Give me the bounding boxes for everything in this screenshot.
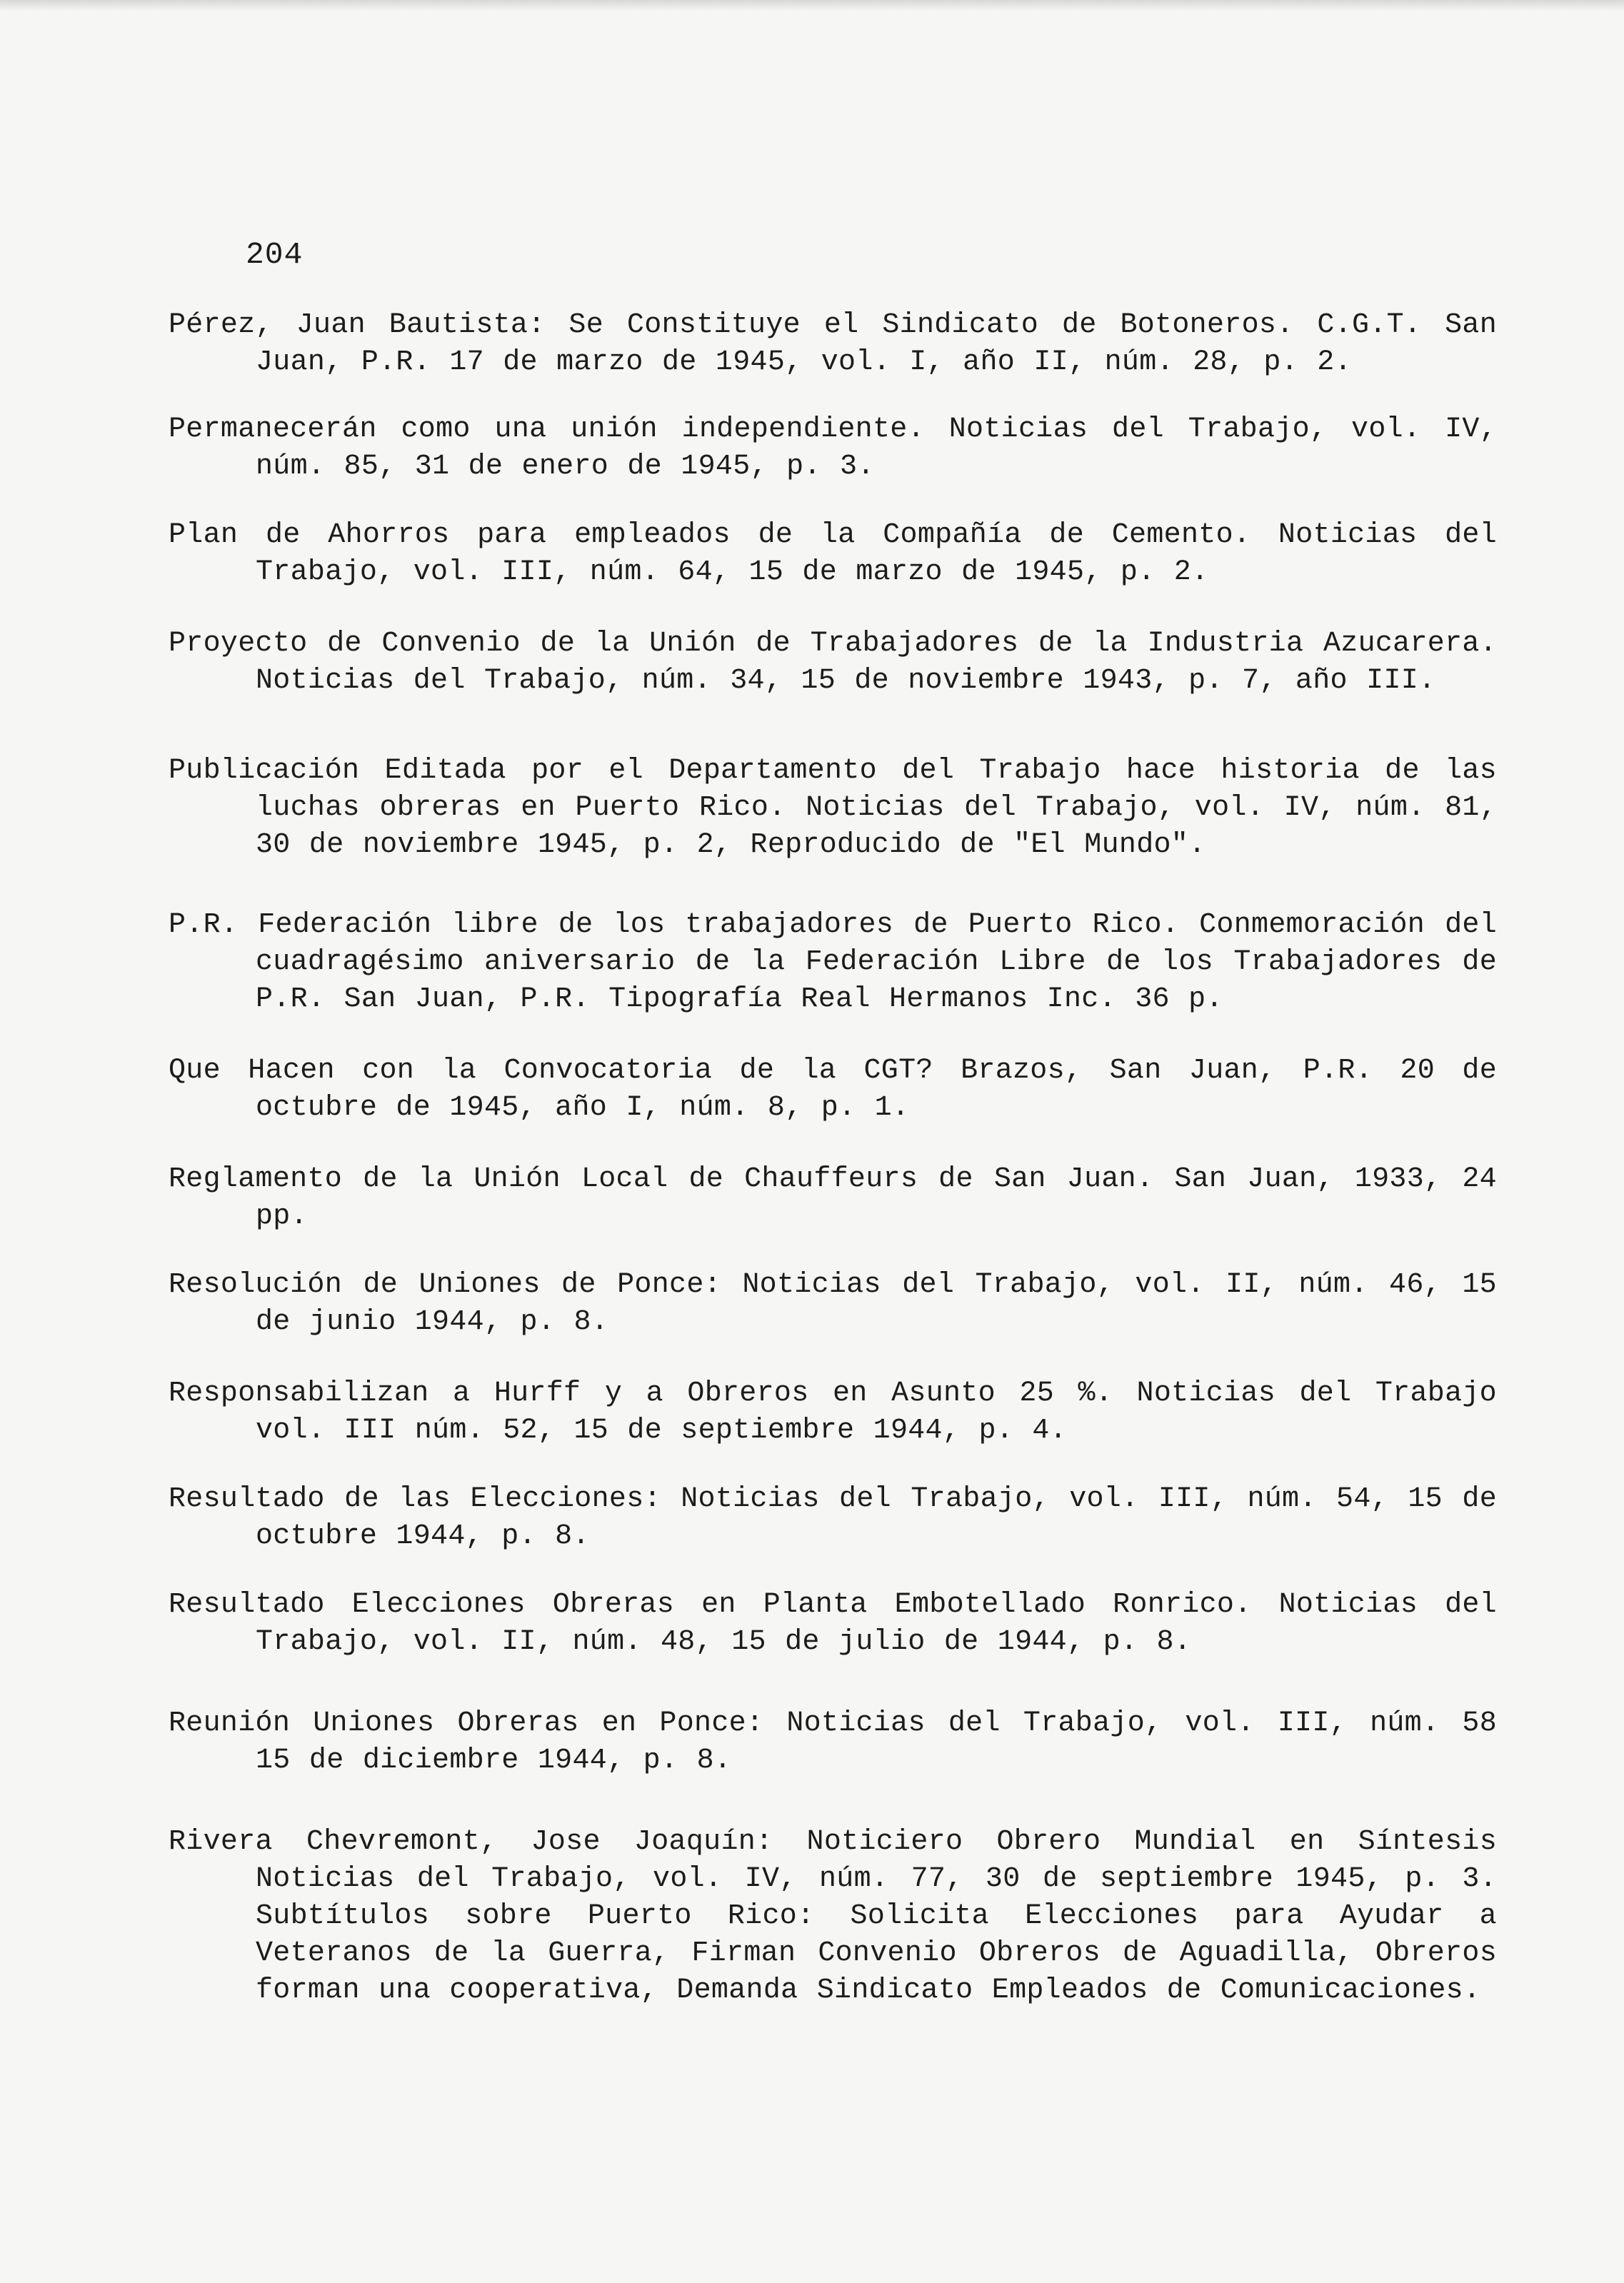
bibliography-entry: Resolución de Uniones de Ponce: Noticias del Trabajo, vol. II, núm. 46, 15 de junio 1944, p. 8.: [169, 1269, 1497, 1338]
bibliography-entry: Resultado Elecciones Obreras en Planta Embotellado Ronrico. Noticias del Trabajo, vol. II, núm. 48, 15 de julio de 1944, p. 8.: [169, 1589, 1497, 1658]
bibliography-entry: Publicación Editada por el Departamento del Trabajo hace historia de las luchas obreras en Puerto Rico. Noticias del Trabajo, vol. IV, núm. 81, 30 de noviembre 1945, p. 2, Reproducido de "El Mundo".: [169, 755, 1497, 861]
bibliography-list: [169, 307, 1497, 2009]
bibliography-entry: Reglamento de la Unión Local de Chauffeurs de San Juan. San Juan, 1933, 24 pp.: [169, 1163, 1497, 1233]
bibliography-entry: Plan de Ahorros para empleados de la Compañía de Cemento. Noticias del Trabajo, vol. III, núm. 64, 15 de marzo de 1945, p. 2.: [169, 519, 1497, 588]
bibliography-entry: Pérez, Juan Bautista: Se Constituye el Sindicato de Botoneros. C.G.T. San Juan, P.R. 17 de marzo de 1945, vol. I, año II, núm. 28, p. 2.: [169, 309, 1497, 378]
bibliography-entry: Permanecerán como una unión independiente. Noticias del Trabajo, vol. IV, núm. 85, 31 de enero de 1945, p. 3.: [169, 413, 1497, 483]
bibliography-entry: Reunión Uniones Obreras en Ponce: Noticias del Trabajo, vol. III, núm. 58 15 de diciembre 1944, p. 8.: [169, 1707, 1497, 1777]
page-number: 204: [246, 237, 304, 272]
bibliography-entry: Que Hacen con la Convocatoria de la CGT? Brazos, San Juan, P.R. 20 de octubre de 1945, año I, núm. 8, p. 1.: [169, 1055, 1497, 1124]
bibliography-entry: Resultado de las Elecciones: Noticias del Trabajo, vol. III, núm. 54, 15 de octubre 1944, p. 8.: [169, 1483, 1497, 1552]
page-top-edge: [0, 0, 1624, 11]
bibliography-entry: Proyecto de Convenio de la Unión de Trabajadores de la Industria Azucarera. Noticias del Trabajo, núm. 34, 15 de noviembre 1943, p. 7, año III.: [169, 628, 1497, 697]
bibliography-entry: Rivera Chevremont, Jose Joaquín: Noticiero Obrero Mundial en Síntesis Noticias del Trabajo, vol. IV, núm. 77, 30 de septiembre 1945, p. 3. Subtítulos sobre Puerto Rico: Solicita Elecciones para Ayudar a Veteranos de la Guerra, Firman Convenio Obreros de Aguadilla, Obreros forman una cooperativa, Demanda Sindicato Empleados de Comunicaciones.: [169, 1826, 1497, 2007]
bibliography-entry: Responsabilizan a Hurff y a Obreros en Asunto 25 %. Noticias del Trabajo vol. III núm. 52, 15 de septiembre 1944, p. 4.: [169, 1378, 1497, 1447]
bibliography-entry: P.R. Federación libre de los trabajadores de Puerto Rico. Conmemoración del cuadragésimo aniversario de la Federación Libre de los Trabajadores de P.R. San Juan, P.R. Tipografía Real Hermanos Inc. 36 p.: [169, 909, 1497, 1015]
